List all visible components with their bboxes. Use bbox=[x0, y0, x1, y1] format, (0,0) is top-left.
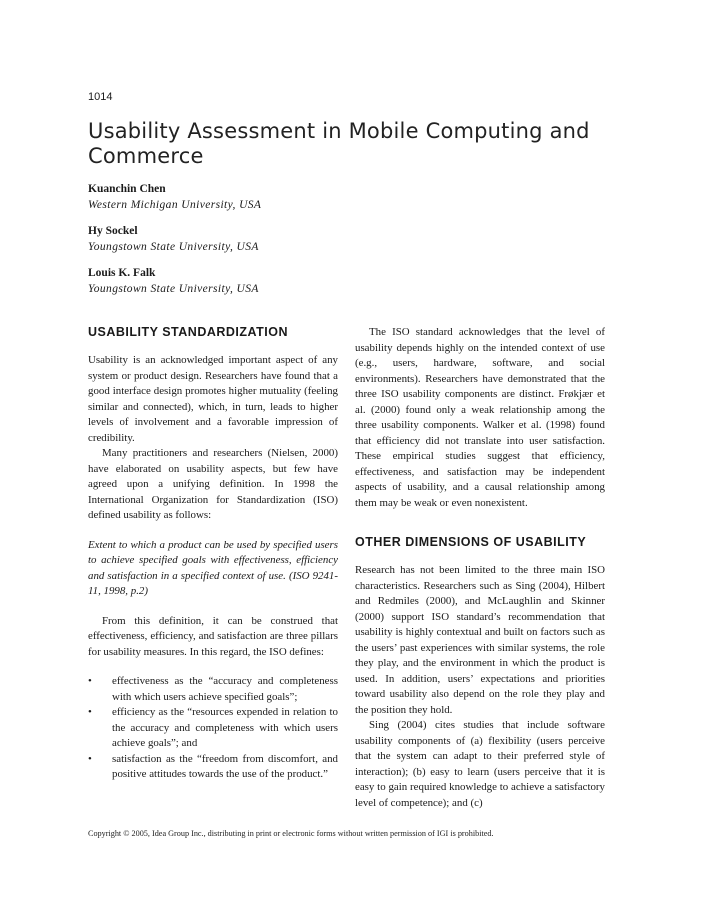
author-block bbox=[88, 223, 259, 255]
list-item bbox=[88, 705, 338, 752]
author-affiliation: Western Michigan University, USA bbox=[88, 199, 262, 211]
bullet-icon: • bbox=[88, 675, 92, 687]
bullet-icon: • bbox=[88, 706, 92, 718]
author-name: Kuanchin Chen bbox=[88, 183, 166, 195]
section-heading-other-dimensions: OTHER DIMENSIONS OF USABILITY bbox=[355, 535, 587, 549]
author-affiliation: Youngstown State University, USA bbox=[88, 241, 259, 253]
page-number: 1014 bbox=[88, 91, 113, 103]
copyright-notice: Copyright © 2005, Idea Group Inc., distributing in print or electronic forms without written permission of IGI is prohibited. bbox=[88, 829, 494, 838]
body-paragraph: Research has not been limited to the three main ISO characteristics. Researchers such as Sing (2004), Hilbert and Redmiles (2000), and McLaughlin and Skinner (2000) support ISO standard’s recommendation that usability is highly contextual and built on factors such as the users’ past experiences with similar systems, the role they play, and the environment in which the product is used. In addition, users’ expectations and priorities toward usability also depend on the role they play and the position they hold. bbox=[355, 564, 605, 716]
author-name: Hy Sockel bbox=[88, 225, 138, 237]
author-block bbox=[88, 181, 261, 213]
iso-definitions-list bbox=[88, 674, 338, 783]
body-paragraph: Usability is an acknowledged important aspect of any system or product design. Researchers have found that a good interface design promotes higher mutuality (feeling similar and connected), which, in turn, leads to higher levels of involvement and a favorable impression of credibility. bbox=[88, 354, 338, 444]
author-affiliation: Youngstown State University, USA bbox=[88, 283, 259, 295]
iso-quote bbox=[88, 538, 338, 600]
list-item bbox=[88, 752, 338, 783]
quote-text: Extent to which a product can be used by specified users to achieve specified goals with effectiveness, efficiency and satisfaction in a specified context of use. bbox=[88, 538, 338, 582]
bullet-icon: • bbox=[88, 752, 92, 765]
section-heading-usability-standardization: USABILITY STANDARDIZATION bbox=[88, 325, 288, 339]
body-paragraph: From this definition, it can be construed that effectiveness, efficiency, and satisfaction are three pillars for usability measures. In this regard, the ISO defines: bbox=[88, 614, 338, 658]
list-item bbox=[88, 674, 338, 705]
author-name: Louis K. Falk bbox=[88, 267, 156, 279]
right-column bbox=[355, 325, 605, 811]
author-block bbox=[88, 265, 259, 297]
quote-citation: (ISO 9241-11, 1998, p.2) bbox=[88, 569, 338, 597]
list-item-text: satisfaction as the “freedom from discomfort, and positive attitudes towards the use of the product.” bbox=[112, 752, 338, 780]
article-title: Usability Assessment in Mobile Computing and Commerce bbox=[88, 119, 590, 168]
list-item-text: effectiveness as the “accuracy and completeness with which users achieve specified goals”; bbox=[112, 675, 338, 703]
body-paragraph: Many practitioners and researchers (Nielsen, 2000) have elaborated on usability aspects, but few have agreed upon a unifying definition. In 1998 the International Organization for Standardization (ISO) defined usability as follows: bbox=[88, 447, 338, 521]
body-paragraph: Sing (2004) cites studies that include software usability components of (a) flexibility (users perceive that the system can adapt to their preferred style of interaction); (b) easy to learn (users perceive that it is easy to gain required knowledge to achieve a satisfactory level of competence); and (c) bbox=[355, 719, 605, 809]
body-paragraph: The ISO standard acknowledges that the level of usability depends highly on the intended context of use (e.g., users, hardware, software, and social environments). Researchers have demonstrated that the three ISO usability components are distinct. Frøkjær et al. (2000) found only a weak relationship among the three usability components. Walker et al. (1998) found that efficiency did not translate into user satisfaction. These empirical studies suggest that efficiency, effectiveness, and satisfaction may be independent aspects of usability, and a causal relationship among them may be weak or even nonexistent. bbox=[355, 326, 605, 509]
left-column bbox=[88, 325, 338, 783]
list-item-text: efficiency as the “resources expended in relation to the accuracy and completeness with which users achieve goals”; and bbox=[112, 706, 338, 749]
